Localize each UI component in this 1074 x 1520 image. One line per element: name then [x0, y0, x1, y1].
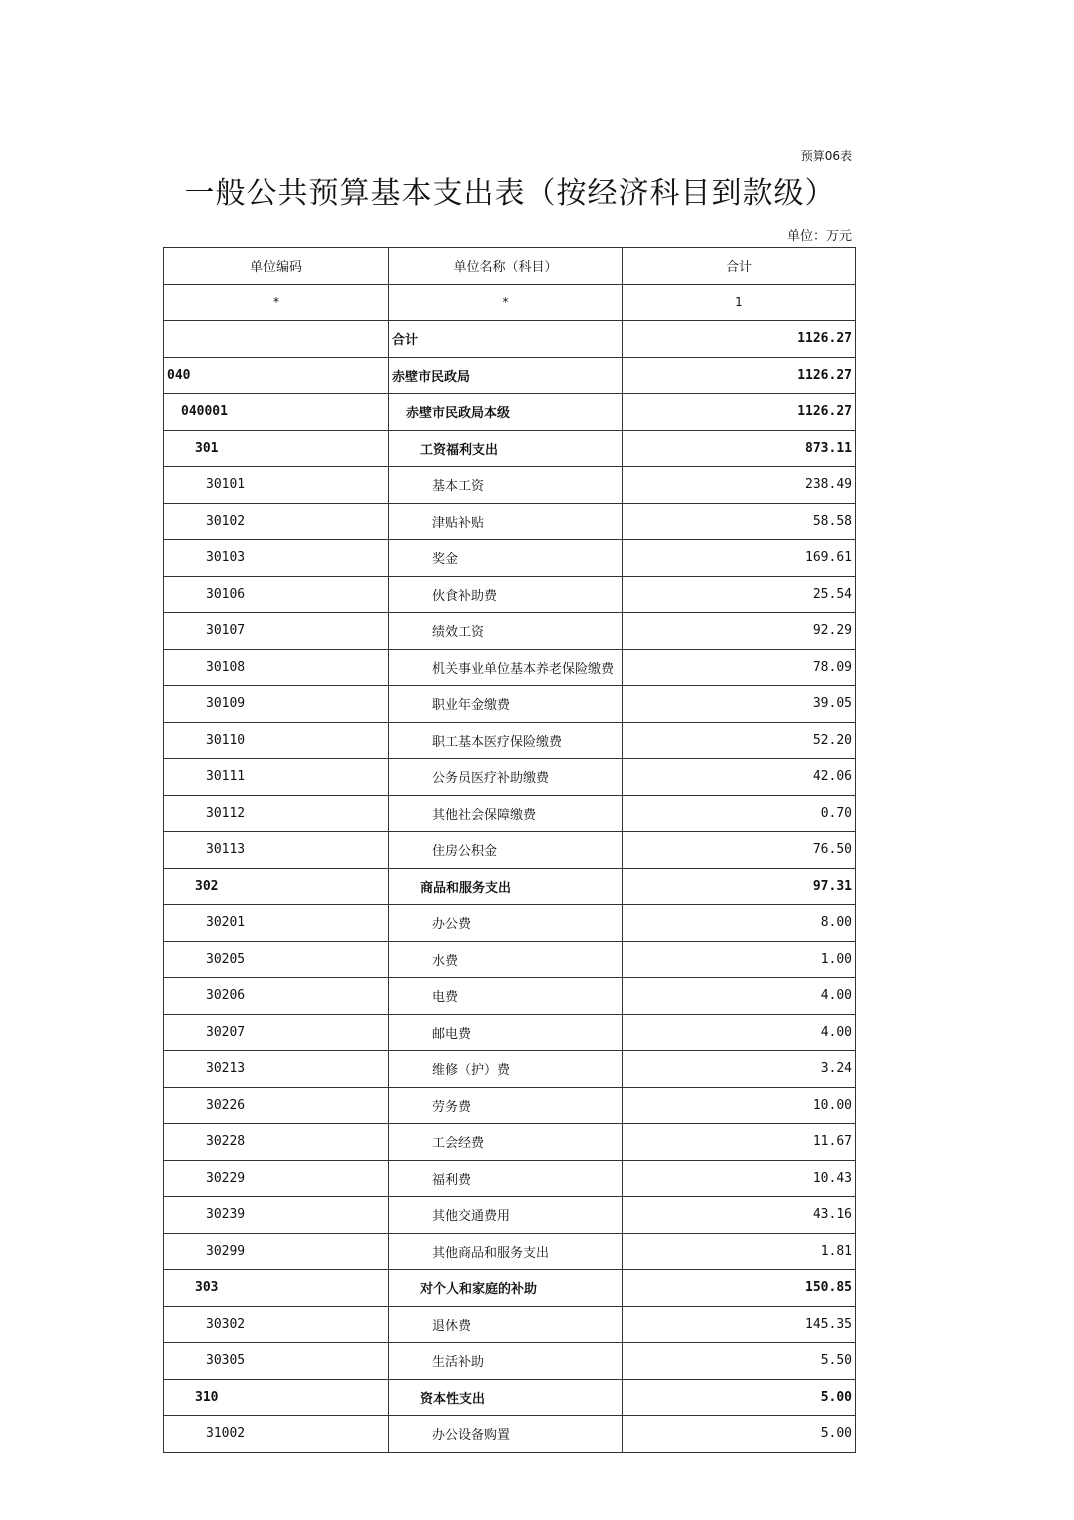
cell-code: 30108 [164, 649, 389, 686]
table-row [164, 795, 856, 832]
header-row [164, 248, 856, 285]
cell-amount: 145.35 [623, 1306, 856, 1343]
cell-amount: 873.11 [623, 430, 856, 467]
table-row [164, 430, 856, 467]
cell-name: 资本性支出 [389, 1379, 623, 1416]
cell-amount: 4.00 [623, 1014, 856, 1051]
table-row [164, 1343, 856, 1380]
cell-code: 303 [164, 1270, 389, 1307]
table-row [164, 868, 856, 905]
header-unit-code: 单位编码 [164, 248, 389, 285]
cell-amount: 5.00 [623, 1416, 856, 1453]
cell-code [164, 321, 389, 358]
table-row [164, 1087, 856, 1124]
cell-name: 水费 [389, 941, 623, 978]
cell-amount: 1126.27 [623, 357, 856, 394]
table-row [164, 394, 856, 431]
table-row [164, 613, 856, 650]
table-row [164, 686, 856, 723]
cell-amount: 10.00 [623, 1087, 856, 1124]
cell-code: 301 [164, 430, 389, 467]
table-row [164, 941, 856, 978]
cell-name: 工资福利支出 [389, 430, 623, 467]
table-header [164, 248, 856, 321]
table-row [164, 540, 856, 577]
cell-name: 住房公积金 [389, 832, 623, 869]
table-row [164, 503, 856, 540]
cell-code: 30113 [164, 832, 389, 869]
cell-name: 职业年金缴费 [389, 686, 623, 723]
index-cell-name: * [389, 284, 623, 321]
cell-amount: 58.58 [623, 503, 856, 540]
cell-name: 福利费 [389, 1160, 623, 1197]
cell-name: 绩效工资 [389, 613, 623, 650]
page-title: 一般公共预算基本支出表（按经济科目到款级） [184, 176, 836, 211]
cell-amount: 1126.27 [623, 321, 856, 358]
cell-amount: 76.50 [623, 832, 856, 869]
cell-name: 电费 [389, 978, 623, 1015]
cell-code: 302 [164, 868, 389, 905]
cell-code: 30111 [164, 759, 389, 796]
cell-code: 30109 [164, 686, 389, 723]
table-row [164, 467, 856, 504]
unit-label: 单位：万元 [786, 229, 852, 244]
cell-amount: 1.00 [623, 941, 856, 978]
cell-code: 30102 [164, 503, 389, 540]
cell-name: 奖金 [389, 540, 623, 577]
cell-amount: 92.29 [623, 613, 856, 650]
table-row [164, 1160, 856, 1197]
cell-name: 其他社会保障缴费 [389, 795, 623, 832]
table-body [164, 321, 856, 1453]
cell-amount: 0.70 [623, 795, 856, 832]
cell-name: 其他交通费用 [389, 1197, 623, 1234]
cell-code: 30112 [164, 795, 389, 832]
cell-code: 040001 [164, 394, 389, 431]
cell-name: 退休费 [389, 1306, 623, 1343]
cell-code: 30101 [164, 467, 389, 504]
cell-amount: 39.05 [623, 686, 856, 723]
table-row [164, 1051, 856, 1088]
cell-name: 公务员医疗补助缴费 [389, 759, 623, 796]
table-row [164, 1014, 856, 1051]
cell-code: 30205 [164, 941, 389, 978]
table-row [164, 722, 856, 759]
cell-amount: 1126.27 [623, 394, 856, 431]
table-row [164, 905, 856, 942]
cell-name: 办公设备购置 [389, 1416, 623, 1453]
cell-code: 30228 [164, 1124, 389, 1161]
cell-code: 30299 [164, 1233, 389, 1270]
index-cell-total: 1 [623, 284, 856, 321]
cell-code: 30226 [164, 1087, 389, 1124]
cell-name: 其他商品和服务支出 [389, 1233, 623, 1270]
cell-code: 30239 [164, 1197, 389, 1234]
index-cell-code: * [164, 284, 389, 321]
table-row [164, 649, 856, 686]
cell-name: 赤壁市民政局 [389, 357, 623, 394]
cell-name: 伙食补助费 [389, 576, 623, 613]
cell-code: 30106 [164, 576, 389, 613]
table-row [164, 1124, 856, 1161]
cell-code: 30207 [164, 1014, 389, 1051]
cell-name: 津贴补贴 [389, 503, 623, 540]
table-row [164, 576, 856, 613]
cell-amount: 52.20 [623, 722, 856, 759]
cell-amount: 150.85 [623, 1270, 856, 1307]
cell-amount: 25.54 [623, 576, 856, 613]
cell-amount: 5.50 [623, 1343, 856, 1380]
cell-amount: 11.67 [623, 1124, 856, 1161]
cell-code: 30201 [164, 905, 389, 942]
cell-amount: 1.81 [623, 1233, 856, 1270]
cell-code: 30302 [164, 1306, 389, 1343]
cell-amount: 4.00 [623, 978, 856, 1015]
cell-amount: 169.61 [623, 540, 856, 577]
cell-name: 对个人和家庭的补助 [389, 1270, 623, 1307]
cell-amount: 43.16 [623, 1197, 856, 1234]
cell-name: 合计 [389, 321, 623, 358]
header-unit-name: 单位名称（科目） [389, 248, 623, 285]
cell-amount: 238.49 [623, 467, 856, 504]
table-row [164, 978, 856, 1015]
cell-code: 30213 [164, 1051, 389, 1088]
table-row [164, 1379, 856, 1416]
table-row [164, 1197, 856, 1234]
cell-amount: 78.09 [623, 649, 856, 686]
cell-code: 31002 [164, 1416, 389, 1453]
cell-amount: 3.24 [623, 1051, 856, 1088]
cell-code: 310 [164, 1379, 389, 1416]
table-row [164, 832, 856, 869]
cell-code: 30103 [164, 540, 389, 577]
cell-code: 30229 [164, 1160, 389, 1197]
cell-code: 30110 [164, 722, 389, 759]
cell-name: 工会经费 [389, 1124, 623, 1161]
table-row [164, 321, 856, 358]
cell-amount: 97.31 [623, 868, 856, 905]
cell-name: 赤壁市民政局本级 [389, 394, 623, 431]
cell-code: 040 [164, 357, 389, 394]
cell-code: 30305 [164, 1343, 389, 1380]
cell-name: 生活补助 [389, 1343, 623, 1380]
header-total: 合计 [623, 248, 856, 285]
cell-amount: 5.00 [623, 1379, 856, 1416]
cell-amount: 42.06 [623, 759, 856, 796]
cell-name: 机关事业单位基本养老保险缴费 [389, 649, 623, 686]
cell-code: 30107 [164, 613, 389, 650]
cell-amount: 8.00 [623, 905, 856, 942]
table-row [164, 1233, 856, 1270]
cell-code: 30206 [164, 978, 389, 1015]
form-number: 预算06表 [800, 149, 852, 163]
cell-name: 商品和服务支出 [389, 868, 623, 905]
table-row [164, 1270, 856, 1307]
budget-table [163, 247, 856, 1453]
table-row [164, 759, 856, 796]
cell-name: 职工基本医疗保险缴费 [389, 722, 623, 759]
table-row [164, 1416, 856, 1453]
cell-name: 基本工资 [389, 467, 623, 504]
cell-name: 办公费 [389, 905, 623, 942]
cell-amount: 10.43 [623, 1160, 856, 1197]
table-row [164, 1306, 856, 1343]
cell-name: 邮电费 [389, 1014, 623, 1051]
table-row [164, 357, 856, 394]
cell-name: 维修（护）费 [389, 1051, 623, 1088]
index-row [164, 284, 856, 321]
cell-name: 劳务费 [389, 1087, 623, 1124]
